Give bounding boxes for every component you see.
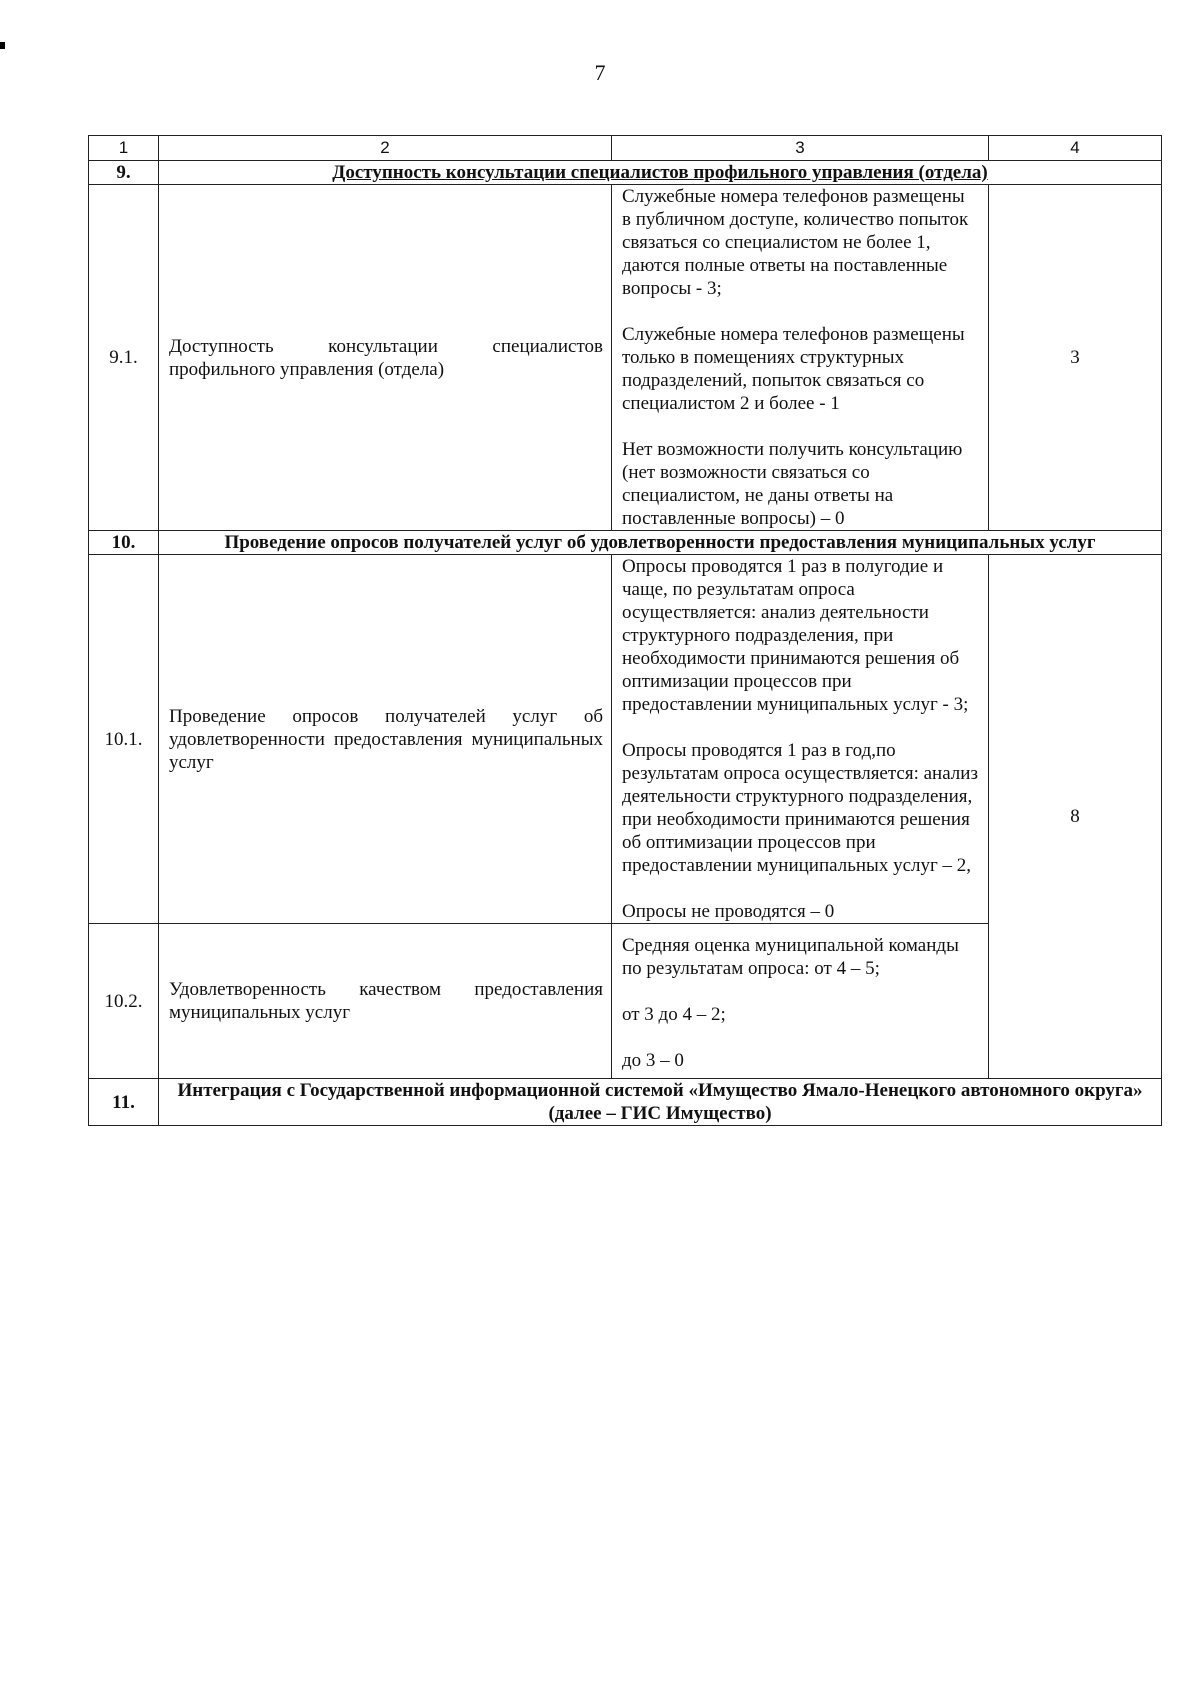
criterion-text: до 3 – 0 — [622, 1050, 684, 1071]
section-header-row — [89, 161, 1162, 185]
section-title: Проведение опросов получателей услуг об удовлетворенности предоставления муниципальных услуг — [159, 531, 1162, 555]
criterion-text: Опросы проводятся 1 раз в год,по результатам опроса осуществляется: анализ деятельности структурного подразделения, при необходимости принимаются решения об оптимизации процессов при предоставлении муниципальных услуг – 2, — [622, 740, 978, 876]
criteria-cell — [612, 924, 989, 1079]
criterion-text: Служебные номера телефонов размещены только в помещениях структурных подразделений, попыток связаться со специалистом 2 и более - 1 — [622, 324, 965, 414]
section-header-row — [89, 1079, 1162, 1126]
max-score: 8 — [989, 555, 1162, 1079]
criterion-text: Средняя оценка муниципальной команды по результатам опроса: от 4 – 5; — [622, 935, 959, 979]
criterion-text: Служебные номера телефонов размещены в публичном доступе, количество попыток связаться со специалистом не более 1, даются полные ответы на поставленные вопросы - 3; — [622, 186, 969, 299]
table-row — [89, 555, 1162, 924]
section-number: 9. — [89, 161, 159, 185]
indicator-text: Проведение опросов получателей услуг об удовлетворенности предоставления муниципальных услуг — [159, 555, 612, 924]
max-score: 3 — [989, 185, 1162, 531]
criterion-text: Нет возможности получить консультацию (нет возможности связаться со специалистом, не даны ответы на поставленные вопросы) – 0 — [622, 439, 963, 529]
criterion-text: Опросы не проводятся – 0 — [622, 901, 835, 922]
criterion-text: от 3 до 4 – 2; — [622, 1004, 726, 1025]
column-number: 2 — [159, 136, 612, 161]
section-number: 10. — [89, 531, 159, 555]
criteria-table — [88, 135, 1162, 1126]
column-number: 3 — [612, 136, 989, 161]
column-number: 4 — [989, 136, 1162, 161]
criteria-cell — [612, 185, 989, 531]
row-number: 10.1. — [89, 555, 159, 924]
criteria-cell — [612, 555, 989, 924]
section-title: Доступность консультации специалистов профильного управления (отдела) — [159, 161, 1162, 185]
column-number-row — [89, 136, 1162, 161]
table-row — [89, 185, 1162, 531]
indicator-text: Удовлетворенность качеством предоставления муниципальных услуг — [159, 924, 612, 1079]
row-number: 9.1. — [89, 185, 159, 531]
section-title: Интеграция с Государственной информационной системой «Имущество Ямало-Ненецкого автономного округа» (далее – ГИС Имущество) — [159, 1079, 1162, 1126]
page-number: 7 — [594, 60, 606, 85]
row-number: 10.2. — [89, 924, 159, 1079]
scan-mark — [0, 42, 5, 49]
criterion-text: Опросы проводятся 1 раз в полугодие и чаще, по результатам опроса осуществляется: анализ деятельности структурного подразделения, при необходимости принимаются решения об оптимизации процессов при предоставлении муниципальных услуг - 3; — [622, 556, 969, 715]
indicator-text: Доступность консультации специалистов профильного управления (отдела) — [159, 185, 612, 531]
section-number: 11. — [89, 1079, 159, 1126]
column-number: 1 — [89, 136, 159, 161]
section-header-row — [89, 531, 1162, 555]
